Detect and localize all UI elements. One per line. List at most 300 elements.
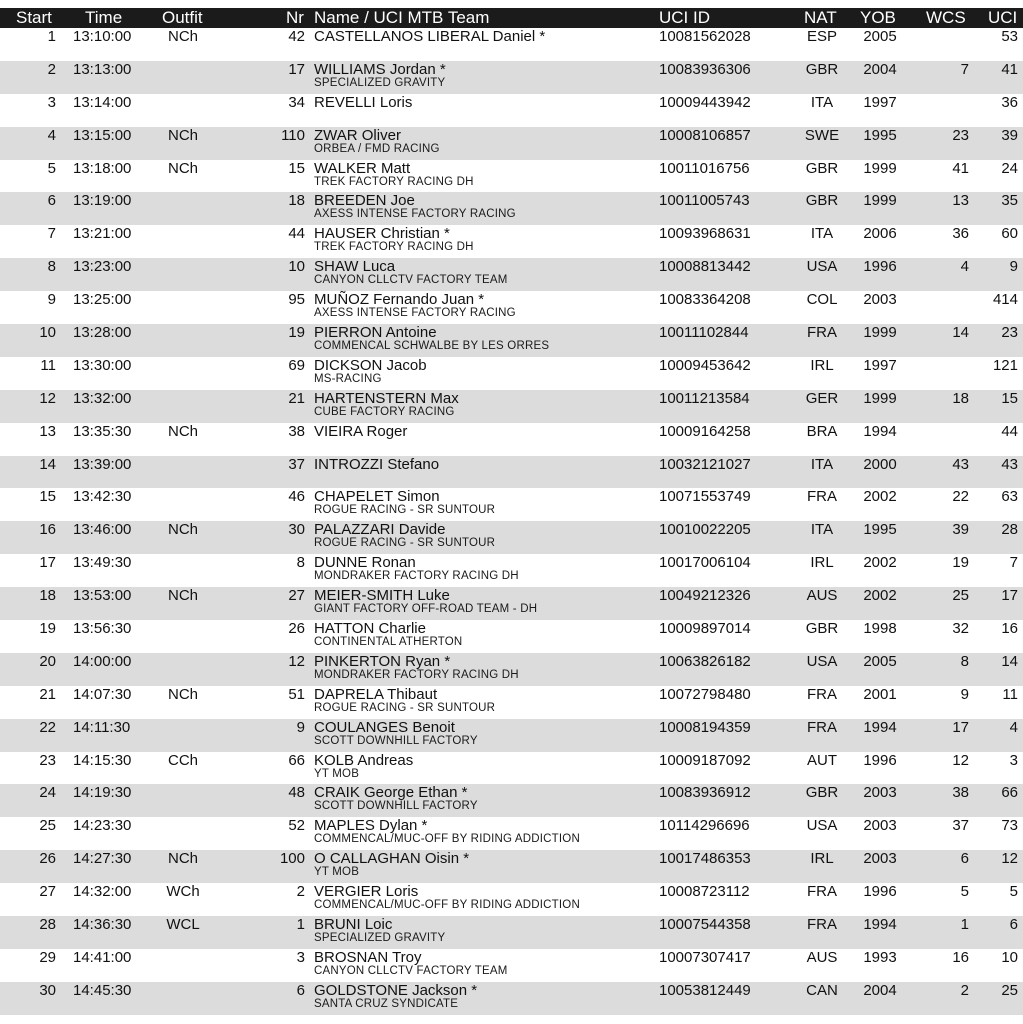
table-row [0,225,1023,258]
team-name: SANTA CRUZ SYNDICATE [314,997,459,1010]
uci-id-cell: 10093968631 [659,225,751,243]
rider-name: MUÑOZ Fernando Juan * [314,291,485,309]
start-cell: 29 [39,948,56,966]
nr-cell: 52 [288,817,305,835]
team-name: SCOTT DOWNHILL FACTORY [314,734,478,747]
uci-cell: 35 [1001,192,1018,210]
nat-cell: ITA [810,455,834,473]
start-cell: 30 [39,981,56,999]
start-cell: 6 [47,192,56,210]
uci-id-cell: 10083936306 [659,60,751,78]
nr-cell: 10 [288,258,305,276]
team-name: TREK FACTORY RACING DH [314,175,474,188]
nat-cell: IRL [810,356,834,374]
time-cell: 14:36:30 [73,916,132,934]
header-uci-id: UCI ID [659,8,710,27]
header-name: Name / UCI MTB Team [314,8,490,27]
team-name: SPECIALIZED GRAVITY [314,932,446,945]
uci-cell: 5 [1009,883,1018,901]
header-wcs: WCS [926,8,966,27]
uci-cell: 39 [1001,126,1018,144]
start-cell: 24 [39,784,56,802]
nr-cell: 1 [296,916,305,934]
wcs-cell: 25 [952,587,969,605]
uci-cell: 10 [1001,948,1018,966]
wcs-cell: 9 [960,685,969,703]
header-yob: YOB [860,8,896,27]
uci-id-cell: 10008194359 [659,718,751,736]
time-cell: 13:30:00 [73,356,132,374]
team-name: MONDRAKER FACTORY RACING DH [314,668,519,681]
rider-name: WILLIAMS Jordan * [314,60,446,78]
uci-id-cell: 10011005743 [659,192,750,210]
table-row [0,357,1023,390]
team-name: AXESS INTENSE FACTORY RACING [314,208,516,221]
table-row [0,127,1023,160]
time-cell: 13:53:00 [73,587,132,605]
nr-cell: 8 [296,554,305,572]
wcs-cell: 16 [952,948,969,966]
nat-cell: ESP [806,28,838,45]
nat-cell: ITA [810,93,834,111]
uci-id-cell: 10017006104 [659,554,751,572]
yob-cell: 1999 [863,192,897,210]
outfit-cell: NCh [167,126,199,144]
uci-cell: 28 [1001,521,1018,539]
uci-id-cell: 10009443942 [659,93,751,111]
yob-cell: 2003 [863,784,897,802]
uci-cell: 16 [1001,620,1018,638]
table-row [0,817,1023,850]
nat-cell: IRL [810,850,834,868]
uci-cell: 36 [1001,93,1018,111]
wcs-cell: 32 [952,620,969,638]
time-cell: 13:32:00 [73,389,132,407]
header-start: Start [16,8,52,27]
uci-id-cell: 10081562028 [659,28,751,45]
nat-cell: GBR [805,159,839,177]
nat-cell: ITA [810,225,834,243]
wcs-cell: 17 [952,718,969,736]
uci-cell: 44 [1001,422,1018,440]
nat-cell: FRA [807,488,837,506]
start-cell: 28 [39,916,56,934]
uci-cell: 24 [1001,159,1018,177]
rider-name: PIERRON Antoine [314,324,437,342]
team-name: AXESS INTENSE FACTORY RACING [314,307,516,320]
yob-cell: 1997 [863,93,897,111]
time-cell: 14:00:00 [73,652,132,670]
nr-cell: 6 [296,981,305,999]
start-cell: 16 [39,521,56,539]
uci-cell: 63 [1001,488,1018,506]
rider-name: WALKER Matt [314,159,411,177]
nat-cell: GER [805,389,839,407]
uci-cell: 121 [992,356,1018,374]
uci-id-cell: 10071553749 [659,488,751,506]
table-row [0,554,1023,587]
yob-cell: 2004 [863,60,897,78]
wcs-cell: 4 [960,258,969,276]
uci-id-cell: 10053812449 [659,981,751,999]
yob-cell: 2003 [863,850,897,868]
outfit-cell: NCh [167,521,199,539]
yob-cell: 1997 [863,356,897,374]
uci-id-cell: 10011213584 [659,389,750,407]
uci-cell: 11 [1002,685,1018,703]
time-cell: 13:49:30 [73,554,132,572]
nr-cell: 2 [296,883,305,901]
uci-id-cell: 10009187092 [659,751,751,769]
yob-cell: 1999 [863,324,897,342]
table-row [0,488,1023,521]
time-cell: 13:35:30 [73,422,132,440]
yob-cell: 2003 [863,817,897,835]
rider-name: SHAW Luca [314,258,396,276]
nr-cell: 69 [288,356,305,374]
nr-cell: 3 [296,948,305,966]
uci-cell: 12 [1001,850,1018,868]
start-cell: 5 [47,159,56,177]
table-row [0,324,1023,357]
header-outfit: Outfit [162,8,203,27]
team-name: ORBEA / FMD RACING [314,142,440,155]
uci-cell: 23 [1001,324,1018,342]
yob-cell: 1999 [863,389,897,407]
uci-cell: 66 [1001,784,1018,802]
nat-cell: USA [806,817,838,835]
nat-cell: FRA [807,916,837,934]
nr-cell: 44 [288,225,305,243]
time-cell: 14:23:30 [73,817,132,835]
time-cell: 13:23:00 [73,258,132,276]
team-name: YT MOB [314,767,360,780]
table-row [0,982,1023,1015]
nat-cell: FRA [807,685,837,703]
start-cell: 8 [47,258,56,276]
nr-cell: 48 [288,784,305,802]
uci-id-cell: 10011016756 [659,159,750,177]
yob-cell: 2005 [863,652,897,670]
rider-name: BREEDEN Joe [314,192,415,210]
rider-name: BROSNAN Troy [314,948,422,966]
nat-cell: COL [806,291,838,309]
uci-id-cell: 10032121027 [659,455,751,473]
rider-name: CASTELLANOS LIBERAL Daniel * [314,28,546,45]
uci-id-cell: 10063826182 [659,652,751,670]
uci-id-cell: 10011102844 [659,324,749,342]
rider-name: INTROZZI Stefano [314,455,440,473]
uci-id-cell: 10049212326 [659,587,751,605]
time-cell: 13:15:00 [73,126,132,144]
nat-cell: CAN [806,981,838,999]
rider-name: DUNNE Ronan [314,554,416,572]
rider-name: VERGIER Loris [314,883,419,901]
nat-cell: GBR [805,60,839,78]
table-row [0,291,1023,324]
table-row [0,521,1023,554]
wcs-cell: 23 [952,126,969,144]
time-cell: 13:56:30 [73,620,132,638]
wcs-cell: 36 [952,225,969,243]
uci-id-cell: 10083936912 [659,784,751,802]
rider-name: DAPRELA Thibaut [314,685,438,703]
yob-cell: 2000 [863,455,897,473]
time-cell: 13:13:00 [73,60,132,78]
wcs-cell: 18 [952,389,969,407]
wcs-cell: 39 [952,521,969,539]
wcs-cell: 22 [952,488,969,506]
time-cell: 14:19:30 [73,784,132,802]
time-cell: 14:11:30 [73,718,131,736]
yob-cell: 2001 [863,685,897,703]
time-cell: 14:07:30 [73,685,132,703]
outfit-cell: CCh [167,751,199,769]
start-cell: 23 [39,751,56,769]
time-cell: 14:15:30 [73,751,132,769]
wcs-cell: 13 [952,192,969,210]
table-row [0,456,1023,489]
uci-cell: 6 [1009,916,1018,934]
table-header [0,8,1023,28]
team-name: CANYON CLLCTV FACTORY TEAM [314,964,508,977]
yob-cell: 2006 [863,225,897,243]
yob-cell: 1999 [863,159,897,177]
nr-cell: 27 [288,587,305,605]
nr-cell: 95 [288,291,305,309]
start-cell: 26 [39,850,56,868]
rider-name: KOLB Andreas [314,751,414,769]
team-name: COMMENCAL/MUC-OFF BY RIDING ADDICTION [314,833,580,846]
wcs-cell: 5 [960,883,969,901]
start-cell: 13 [39,422,56,440]
wcs-cell: 12 [952,751,969,769]
uci-id-cell: 10009164258 [659,422,751,440]
uci-cell: 73 [1001,817,1018,835]
uci-id-cell: 10008106857 [659,126,751,144]
outfit-cell: NCh [167,587,199,605]
start-cell: 18 [39,587,56,605]
rider-name: ZWAR Oliver [314,126,401,144]
rider-name: HARTENSTERN Max [314,389,459,407]
rider-name: MAPLES Dylan * [314,817,428,835]
start-cell: 20 [39,652,56,670]
uci-id-cell: 10008723112 [659,883,750,901]
wcs-cell: 14 [952,324,969,342]
time-cell: 14:27:30 [73,850,132,868]
team-name: CONTINENTAL ATHERTON [314,636,463,649]
outfit-cell: NCh [167,422,199,440]
table-row [0,160,1023,193]
uci-id-cell: 10009897014 [659,620,751,638]
wcs-cell: 2 [960,981,969,999]
uci-cell: 53 [1001,28,1018,45]
uci-cell: 7 [1009,554,1018,572]
nr-cell: 12 [288,652,305,670]
time-cell: 14:45:30 [73,981,132,999]
uci-id-cell: 10007307417 [659,948,751,966]
yob-cell: 2003 [863,291,897,309]
table-row [0,916,1023,949]
uci-id-cell: 10114296696 [659,817,750,835]
uci-id-cell: 10083364208 [659,291,751,309]
nr-cell: 66 [288,751,305,769]
team-name: MONDRAKER FACTORY RACING DH [314,570,519,583]
table-row [0,423,1023,456]
header-uci: UCI [988,8,1018,27]
header-time: Time [85,8,123,27]
uci-id-cell: 10072798480 [659,685,751,703]
nat-cell: GBR [805,192,839,210]
start-cell: 21 [39,685,56,703]
yob-cell: 1996 [863,883,897,901]
time-cell: 13:28:00 [73,324,132,342]
outfit-cell: NCh [167,159,199,177]
team-name: ROGUE RACING - SR SUNTOUR [314,537,496,550]
start-cell: 7 [47,225,56,243]
time-cell: 13:42:30 [73,488,132,506]
nat-cell: FRA [807,883,837,901]
start-cell: 25 [39,817,56,835]
team-name: SPECIALIZED GRAVITY [314,76,446,89]
wcs-cell: 7 [960,60,969,78]
header-nr: Nr [286,8,304,27]
wcs-cell: 19 [952,554,969,572]
table-row [0,949,1023,982]
uci-cell: 15 [1001,389,1018,407]
nat-cell: FRA [807,718,837,736]
wcs-cell: 38 [952,784,969,802]
header-nat: NAT [804,8,837,27]
nat-cell: IRL [810,554,834,572]
start-cell: 10 [39,324,56,342]
start-cell: 4 [47,126,56,144]
outfit-cell: NCh [167,850,199,868]
nr-cell: 110 [281,126,305,144]
table-row [0,61,1023,94]
rider-name: BRUNI Loic [314,916,393,934]
team-name: CANYON CLLCTV FACTORY TEAM [314,274,508,287]
time-cell: 13:14:00 [73,93,132,111]
yob-cell: 2002 [863,554,897,572]
start-cell: 15 [39,488,56,506]
nr-cell: 26 [288,620,305,638]
rider-name: MEIER-SMITH Luke [314,587,450,605]
uci-cell: 60 [1001,225,1018,243]
uci-id-cell: 10007544358 [659,916,751,934]
yob-cell: 2004 [863,981,897,999]
start-cell: 14 [39,455,56,473]
table-body [0,28,1023,1015]
yob-cell: 2002 [863,488,897,506]
wcs-cell: 6 [960,850,969,868]
rider-name: REVELLI Loris [314,93,413,111]
outfit-cell: WCL [166,916,200,934]
rider-name: VIEIRA Roger [314,422,408,440]
yob-cell: 1995 [863,521,897,539]
nat-cell: USA [806,258,838,276]
uci-cell: 25 [1001,981,1018,999]
uci-id-cell: 10008813442 [659,258,751,276]
yob-cell: 1994 [863,718,897,736]
uci-cell: 17 [1001,587,1018,605]
start-cell: 9 [47,291,56,309]
time-cell: 13:46:00 [73,521,132,539]
nat-cell: SWE [804,126,840,144]
start-cell: 19 [39,620,56,638]
team-name: CUBE FACTORY RACING [314,405,455,418]
nr-cell: 37 [288,455,305,473]
table-row [0,258,1023,291]
wcs-cell: 37 [952,817,969,835]
table-row [0,587,1023,620]
outfit-cell: NCh [167,28,199,45]
start-cell: 2 [47,60,56,78]
outfit-cell: NCh [167,685,199,703]
table-row [0,192,1023,225]
team-name: TREK FACTORY RACING DH [314,241,474,254]
table-row [0,390,1023,423]
nr-cell: 18 [288,192,305,210]
table-row [0,850,1023,883]
nr-cell: 100 [279,850,305,868]
start-cell: 12 [39,389,56,407]
uci-id-cell: 10017486353 [659,850,751,868]
wcs-cell: 1 [960,916,969,934]
start-cell: 1 [47,28,56,45]
yob-cell: 1994 [863,916,897,934]
nr-cell: 19 [288,324,305,342]
uci-id-cell: 10009453642 [659,356,751,374]
rider-name: HATTON Charlie [314,620,426,638]
team-name: GIANT FACTORY OFF-ROAD TEAM - DH [314,603,538,616]
table-row [0,28,1023,61]
uci-cell: 414 [992,291,1018,309]
uci-id-cell: 10010022205 [659,521,751,539]
team-name: COMMENCAL SCHWALBE BY LES ORRES [314,340,550,353]
time-cell: 13:10:00 [73,28,132,45]
time-cell: 13:25:00 [73,291,132,309]
nr-cell: 51 [288,685,305,703]
rider-name: COULANGES Benoit [314,718,455,736]
team-name: YT MOB [314,866,360,879]
nr-cell: 17 [288,60,305,78]
nat-cell: AUT [807,751,837,769]
rider-name: CHAPELET Simon [314,488,440,506]
table-row [0,653,1023,686]
rider-name: HAUSER Christian * [314,225,450,243]
rider-name: PINKERTON Ryan * [314,652,451,670]
table-row [0,94,1023,127]
start-cell: 22 [39,718,56,736]
nat-cell: GBR [805,784,839,802]
wcs-cell: 8 [960,652,969,670]
uci-cell: 9 [1009,258,1018,276]
time-cell: 14:32:00 [73,883,132,901]
table-row [0,883,1023,916]
yob-cell: 1998 [863,620,897,638]
nr-cell: 15 [288,159,305,177]
time-cell: 13:19:00 [73,192,132,210]
time-cell: 13:18:00 [73,159,132,177]
rider-name: O CALLAGHAN Oisin * [314,850,470,868]
team-name: ROGUE RACING - SR SUNTOUR [314,701,496,714]
yob-cell: 1996 [863,751,897,769]
team-name: ROGUE RACING - SR SUNTOUR [314,504,496,517]
yob-cell: 1995 [863,126,897,144]
nat-cell: FRA [807,324,837,342]
yob-cell: 1994 [863,422,897,440]
